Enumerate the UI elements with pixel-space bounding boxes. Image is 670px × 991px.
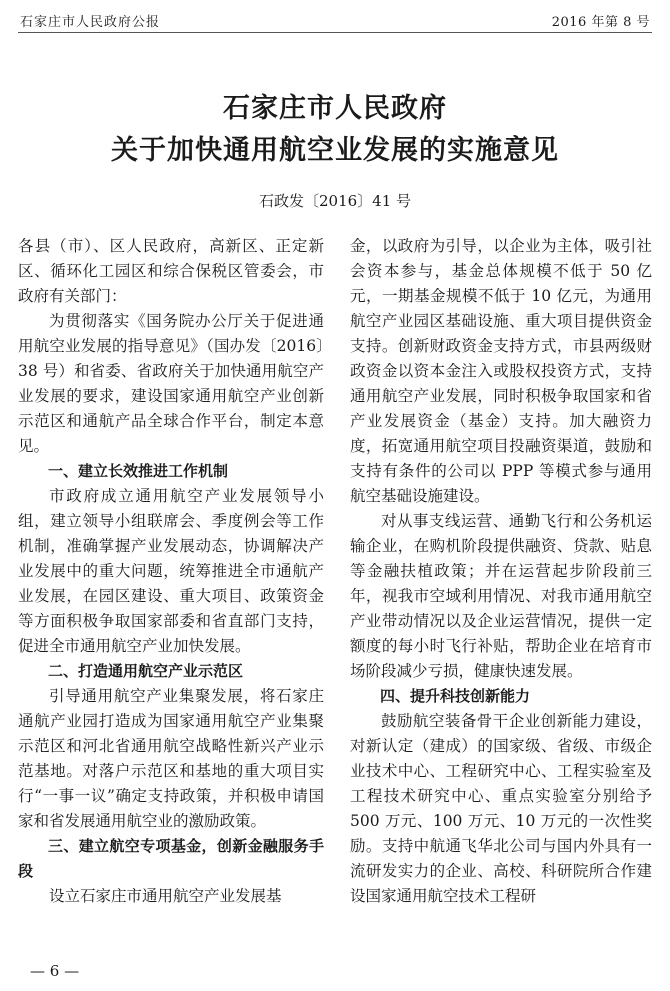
publication-name: 石家庄市人民政府公报 <box>20 15 161 30</box>
right-column <box>350 234 652 909</box>
page-number: — 6 — <box>30 962 80 980</box>
document-title-line2: 关于加快通用航空业发展的实施意见 <box>111 135 559 166</box>
section-heading-3: 三、建立航空专项基金，创新金融服务手段 <box>18 837 324 880</box>
section-2-paragraph: 引导通用航空产业集聚发展，将石家庄通航产业园打造成为国家通用航空产业集聚示范区和河北省通用航空战略性新兴产业示范基地。对落户示范区和基地的重大项目实行“一事一议”确定支持政策，并积极申请国家和省发展通用航空业的激励政策。 <box>18 687 324 830</box>
section-4-paragraph: 鼓励航空装备骨干企业创新能力建设，对新认定（建成）的国家级、省级、市级企业技术中心、工程研究中心、工程实验室及工程技术研究中心、重点实验室分别给予 500 万元、100 万元、10 万元的一次性奖励。支持中航通飞华北公司与国内外具有一流研发实力的企业、高校、科研院所合作建设国家通用航空技术工程研 <box>350 712 652 905</box>
section-heading-4: 四、提升科技创新能力 <box>380 687 531 705</box>
section-heading-2: 二、打造通用航空产业示范区 <box>48 662 244 680</box>
document-number: 石政发〔2016〕41 号 <box>258 192 412 210</box>
left-column <box>18 234 324 909</box>
section-3-paragraph-start: 设立石家庄市通用航空产业发展基 <box>49 887 282 905</box>
section-3-paragraph-cont: 金，以政府为引导，以企业为主体，吸引社会资本参与，基金总体规模不低于 50 亿元，一期基金规模不低于 10 亿元，为通用航空产业园区基础设施、重大项目提供资金支持。创新财政资金支持方式，市县两级财政资金以资本金注入或股权投资方式，支持通用航空产业发展，同时积极争取国家和省产业发展资金（基金）支持。加大融资力度，拓宽通用航空项目投融资渠道，鼓励和支持有条件的公司以 PPP 等模式参与通用航空基础设施建设。 <box>350 237 652 505</box>
intro-paragraph: 为贯彻落实《国务院办公厅关于促进通用航空业发展的指导意见》（国办发〔2016〕38 号）和省委、省政府关于加快通用航空产业发展的要求，建设国家通用航空产业创新示范区和通航产品全球合作平台，制定本意见。 <box>18 312 324 455</box>
salutation-paragraph: 各县（市）、区人民政府，高新区、正定新区、循环化工园区和综合保税区管委会，市政府有关部门： <box>18 237 324 305</box>
section-3-paragraph-2: 对从事支线运营、通勤飞行和公务机运输企业，在购机阶段提供融资、贷款、贴息等金融扶植政策；并在运营起步阶段前三年，视我市空域利用情况、对我市通用航空产业带动情况以及企业运营情况，提供一定额度的每小时飞行补贴，帮助企业在培育市场阶段减少亏损，健康快速发展。 <box>350 512 652 680</box>
document-title-line1: 石家庄市人民政府 <box>223 93 447 124</box>
section-heading-1: 一、建立长效推进工作机制 <box>48 462 229 480</box>
page-header <box>18 8 652 33</box>
issue-number: 2016 年第 8 号 <box>551 15 650 30</box>
section-1-paragraph: 市政府成立通用航空产业发展领导小组，建立领导小组联席会、季度例会等工作机制，准确掌握产业发展动态，协调解决产业发展中的重大问题，统筹推进全市通航产业发展，在园区建设、重大项目、政策资金等方面积极争取国家部委和省直部门支持，促进全市通用航空产业加快发展。 <box>18 487 324 655</box>
